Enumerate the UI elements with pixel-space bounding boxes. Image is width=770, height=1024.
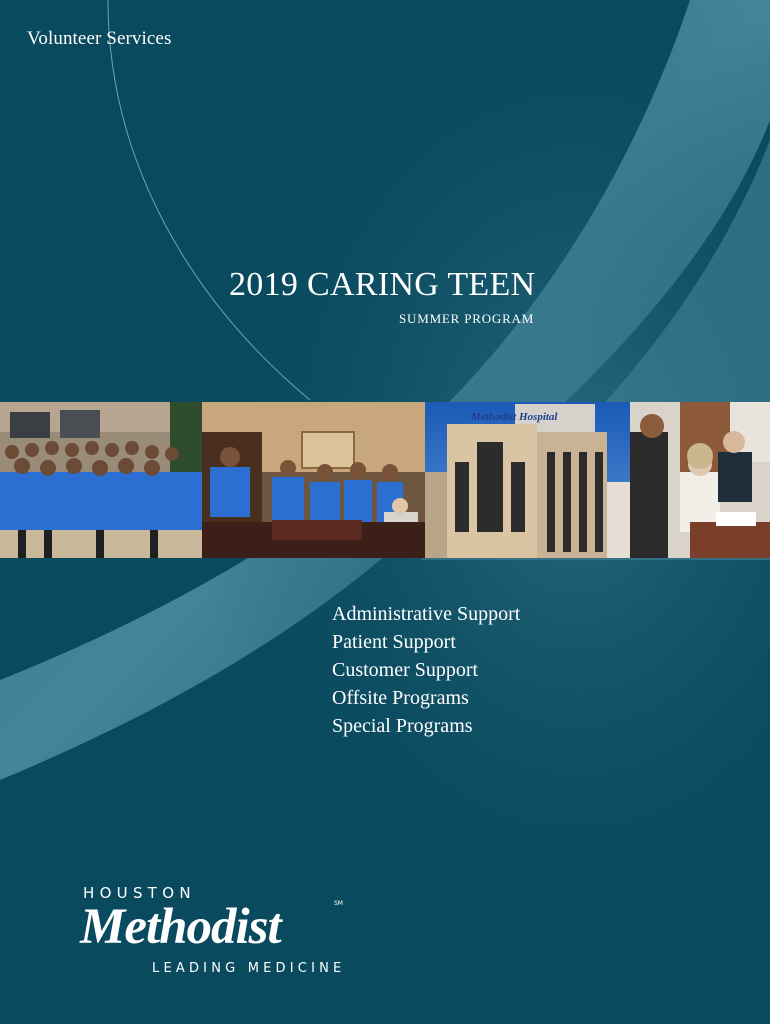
logo-tagline: LEADING MEDICINE xyxy=(152,961,346,976)
program-title: 2019 CARING TEEN xyxy=(229,266,536,303)
logo-houston-text: HOUSTON xyxy=(83,884,196,902)
program-item-patient-support: Patient Support xyxy=(332,631,456,653)
program-item-administrative-support: Administrative Support xyxy=(332,603,521,625)
teen-volunteers-with-patient-photo xyxy=(202,402,425,558)
group-of-teen-volunteers-photo xyxy=(0,402,202,558)
volunteers-with-elderly-patient-photo xyxy=(630,402,770,558)
program-item-special-programs: Special Programs xyxy=(332,715,473,737)
program-item-customer-support: Customer Support xyxy=(332,659,479,681)
program-subtitle: SUMMER PROGRAM xyxy=(399,311,535,326)
houston-methodist-logo xyxy=(80,882,350,982)
program-list xyxy=(332,600,520,740)
department-label: Volunteer Services xyxy=(27,28,172,49)
photo-strip xyxy=(0,402,770,558)
methodist-hospital-building-photo xyxy=(425,402,630,558)
hospital-sign: Methodist Hospital xyxy=(471,411,558,423)
logo-methodist-wordmark: Methodist xyxy=(80,899,281,955)
logo-service-mark: SM xyxy=(334,900,343,907)
program-item-offsite-programs: Offsite Programs xyxy=(332,687,469,709)
